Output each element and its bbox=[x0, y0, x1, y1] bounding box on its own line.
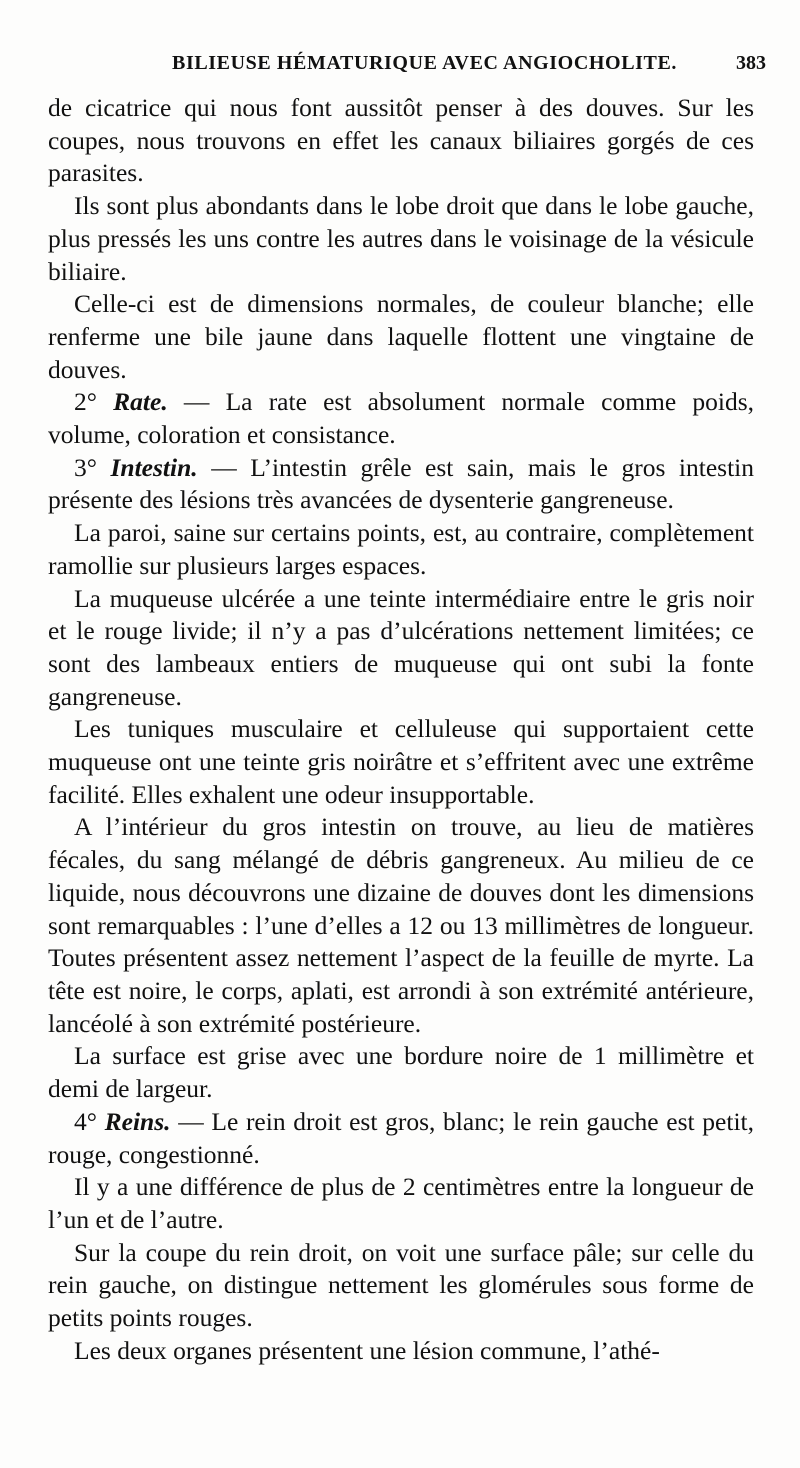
organ-heading: Rate. bbox=[113, 387, 168, 417]
paragraph-text: A l’intérieur du gros intestin on trouve, au lieu de matières fécales, du sang mélangé de débris gangreneux. Au milieu de ce liquide, nous découvrons une dizaine de douves dont les dimensions sont remarquables : l’une d’elles a 12 ou 13 millimètres de longueur. Toutes présentent assez nettement l’aspect de la feuille de myrte. La tête est noire, le corps, aplati, est arrondi à son extrémité antérieure, lancéolé à son extrémité postérieure. bbox=[48, 812, 754, 1038]
section-intestin bbox=[48, 452, 754, 517]
paragraph bbox=[48, 1171, 754, 1236]
paragraph-text: Il y a une différence de plus de 2 centimètres entre la longueur de l’un et de l’autre. bbox=[48, 1172, 754, 1234]
paragraph bbox=[48, 1237, 754, 1335]
section-rate bbox=[48, 386, 754, 451]
organ-heading: Reins. bbox=[104, 1106, 171, 1136]
paragraph-text: Les tuniques musculaire et celluleuse qui supportaient cette muqueuse ont une teinte gris noirâtre et s’effritent avec une extrême facilité. Elles exhalent une odeur insupportable. bbox=[48, 714, 754, 809]
paragraph bbox=[48, 288, 754, 386]
running-head bbox=[48, 52, 766, 82]
paragraph bbox=[48, 92, 754, 190]
paragraph bbox=[48, 583, 754, 714]
paragraph bbox=[48, 713, 754, 811]
paragraph-text: La surface est grise avec une bordure noire de 1 millimètre et demi de largeur. bbox=[48, 1041, 754, 1104]
paragraph bbox=[48, 517, 754, 582]
paragraph-text: La paroi, saine sur certains points, est, au contraire, complètement ramollie sur plusieurs larges espaces. bbox=[48, 518, 754, 580]
section-number: 4° bbox=[74, 1106, 97, 1136]
paragraph-text: Celle-ci est de dimensions normales, de couleur blanche; elle renferme une bile jaune dans laquelle flottent une vingtaine de douves. bbox=[48, 289, 754, 384]
organ-heading: Intestin. bbox=[110, 452, 198, 482]
paragraph bbox=[48, 811, 754, 1040]
paragraph-text: — Le rein droit est gros, blanc; le rein gauche est petit, rouge, congestionné. bbox=[48, 1106, 754, 1169]
paragraph-text: — La rate est absolument normale comme poids, volume, coloration et consistance. bbox=[48, 387, 755, 450]
page-number: 383 bbox=[736, 52, 766, 74]
paragraph bbox=[48, 190, 754, 288]
paragraph-text: — L’intestin grêle est sain, mais le gros intestin présente des lésions très avancées de dysenterie gangreneuse. bbox=[48, 452, 755, 515]
paragraph-text: de cicatrice qui nous font aussitôt penser à des douves. Sur les coupes, nous trouvons en effet les canaux biliaires gorgés de ces parasites. bbox=[48, 93, 754, 188]
section-reins bbox=[48, 1106, 754, 1171]
paragraph-text: La muqueuse ulcérée a une teinte intermédiaire entre le gris noir et le rouge livide; il n’y a pas d’ulcérations nettement limitées; ce sont des lambeaux entiers de muqueuse qui ont subi la fonte gangreneuse. bbox=[48, 583, 754, 711]
paragraph bbox=[48, 1335, 754, 1368]
paragraph bbox=[48, 1040, 754, 1105]
section-number: 3° bbox=[74, 452, 97, 482]
section-number: 2° bbox=[74, 387, 97, 417]
paragraph-text: Ils sont plus abondants dans le lobe droit que dans le lobe gauche, plus pressés les uns contre les autres dans le voisinage de la vésicule biliaire. bbox=[48, 191, 754, 286]
paragraph-text: Les deux organes présentent une lésion commune, l’athé- bbox=[74, 1335, 660, 1365]
body-text bbox=[48, 92, 754, 1367]
paragraph-text: Sur la coupe du rein droit, on voit une surface pâle; sur celle du rein gauche, on distingue nettement les glomérules sous forme de petits points rouges. bbox=[48, 1237, 754, 1333]
running-title: BILIEUSE HÉMATURIQUE AVEC ANGIOCHOLITE. bbox=[172, 52, 678, 74]
